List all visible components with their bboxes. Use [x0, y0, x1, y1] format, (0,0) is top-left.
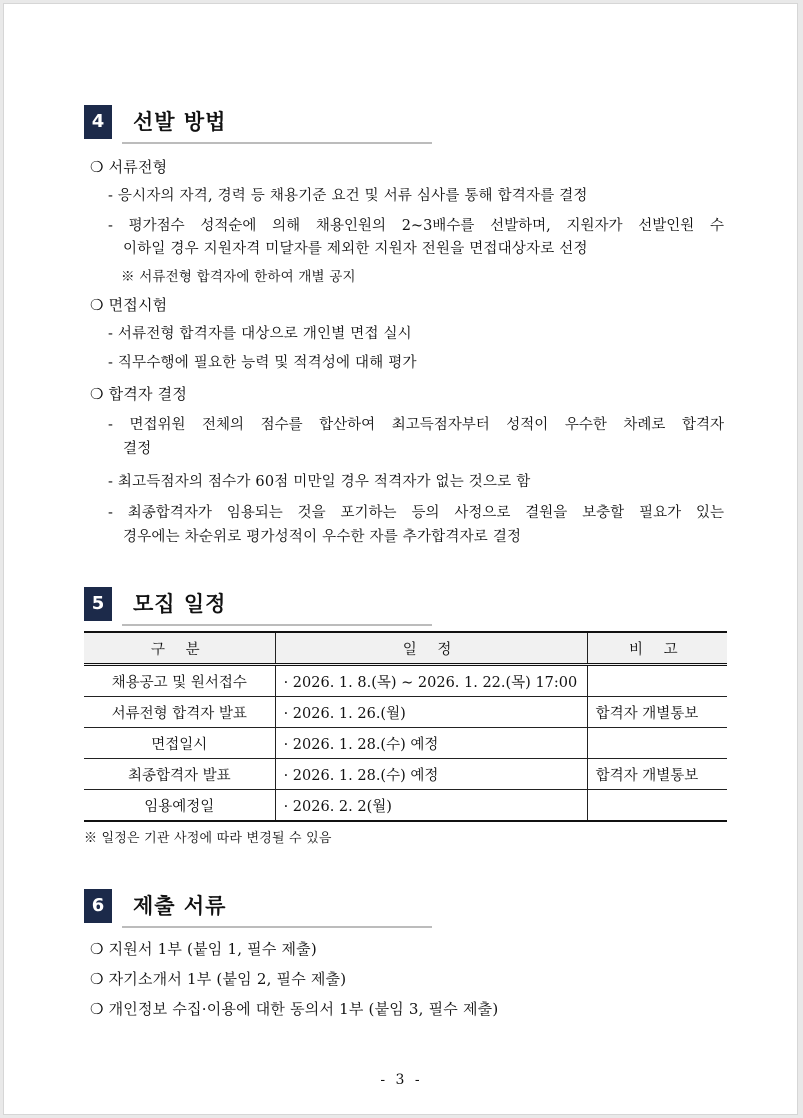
section-underline	[122, 142, 432, 144]
decision-bullet-2: - 최고득점자의 점수가 60점 미만일 경우 적격자가 없는 것으로 함	[108, 474, 531, 490]
section-title: 모집 일정	[133, 592, 227, 616]
section-underline	[122, 624, 432, 626]
row-date: · 2026. 1. 8.(목) ∼ 2026. 1. 22.(목) 17:00	[275, 665, 587, 697]
screening-heading: ❍ 서류전형	[90, 158, 168, 176]
decision-bullet-3-line-2: 경우에는 차순위로 평가성적이 우수한 자를 추가합격자로 결정	[123, 529, 522, 545]
document-item: ❍ 지원서 1부 (붙임 1, 필수 제출)	[90, 940, 317, 958]
row-category: 서류전형 합격자 발표	[84, 697, 275, 728]
document-page	[3, 3, 798, 1115]
screening-bullet-2-line-1: - 평가점수 성적순에 의해 채용인원의 2~3배수를 선발하며, 지원자가 선발인원 수	[108, 218, 724, 234]
header-remarks: 비 고	[587, 632, 727, 665]
document-item: ❍ 개인정보 수집·이용에 대한 동의서 1부 (붙임 3, 필수 제출)	[90, 1000, 499, 1018]
section-title: 제출 서류	[133, 894, 227, 918]
header-category: 구 분	[84, 632, 275, 665]
row-category: 채용공고 및 원서접수	[84, 665, 275, 697]
decision-bullet-1-line-2: 결정	[123, 441, 152, 457]
row-remark	[587, 665, 727, 697]
row-remark: 합격자 개별통보	[587, 697, 727, 728]
section-title: 선발 방법	[133, 110, 227, 134]
table-row	[84, 759, 727, 790]
page-number: - 3 -	[380, 1072, 423, 1088]
interview-bullet-1: - 서류전형 합격자를 대상으로 개인별 면접 실시	[108, 326, 412, 342]
screening-note: ※ 서류전형 합격자에 한하여 개별 공지	[121, 269, 356, 285]
row-remark	[587, 728, 727, 759]
row-category: 최종합격자 발표	[84, 759, 275, 790]
interview-heading: ❍ 면접시험	[90, 296, 168, 314]
screening-bullet-2-line-2: 이하일 경우 지원자격 미달자를 제외한 지원자 전원을 면접대상자로 선정	[123, 241, 588, 257]
schedule-note: ※ 일정은 기관 사정에 따라 변경될 수 있음	[84, 831, 332, 846]
header-schedule: 일 정	[275, 632, 587, 665]
row-category: 임용예정일	[84, 790, 275, 822]
interview-bullet-2: - 직무수행에 필요한 능력 및 적격성에 대해 평가	[108, 355, 417, 371]
row-date: · 2026. 1. 28.(수) 예정	[275, 728, 587, 759]
table-row	[84, 728, 727, 759]
table-row	[84, 697, 727, 728]
decision-heading: ❍ 합격자 결정	[90, 385, 188, 403]
decision-bullet-3-line-1: - 최종합격자가 임용되는 것을 포기하는 등의 사정으로 결원을 보충할 필요가 있는	[108, 505, 724, 521]
section-number-badge: 5	[84, 587, 112, 621]
row-remark: 합격자 개별통보	[587, 759, 727, 790]
row-date: · 2026. 2. 2(월)	[275, 790, 587, 822]
table-header-row	[84, 632, 727, 665]
table-row	[84, 790, 727, 822]
row-remark	[587, 790, 727, 822]
section-number-badge: 4	[84, 105, 112, 139]
row-date: · 2026. 1. 26.(월)	[275, 697, 587, 728]
section-number-badge: 6	[84, 889, 112, 923]
section-underline	[122, 926, 432, 928]
schedule-table	[84, 631, 727, 822]
row-date: · 2026. 1. 28.(수) 예정	[275, 759, 587, 790]
screening-bullet-1: - 응시자의 자격, 경력 등 채용기준 요건 및 서류 심사를 통해 합격자를 결정	[108, 188, 588, 204]
row-category: 면접일시	[84, 728, 275, 759]
document-item: ❍ 자기소개서 1부 (붙임 2, 필수 제출)	[90, 970, 347, 988]
table-row	[84, 665, 727, 697]
decision-bullet-1-line-1: - 면접위원 전체의 점수를 합산하여 최고득점자부터 성적이 우수한 차례로 합격자	[108, 417, 724, 433]
